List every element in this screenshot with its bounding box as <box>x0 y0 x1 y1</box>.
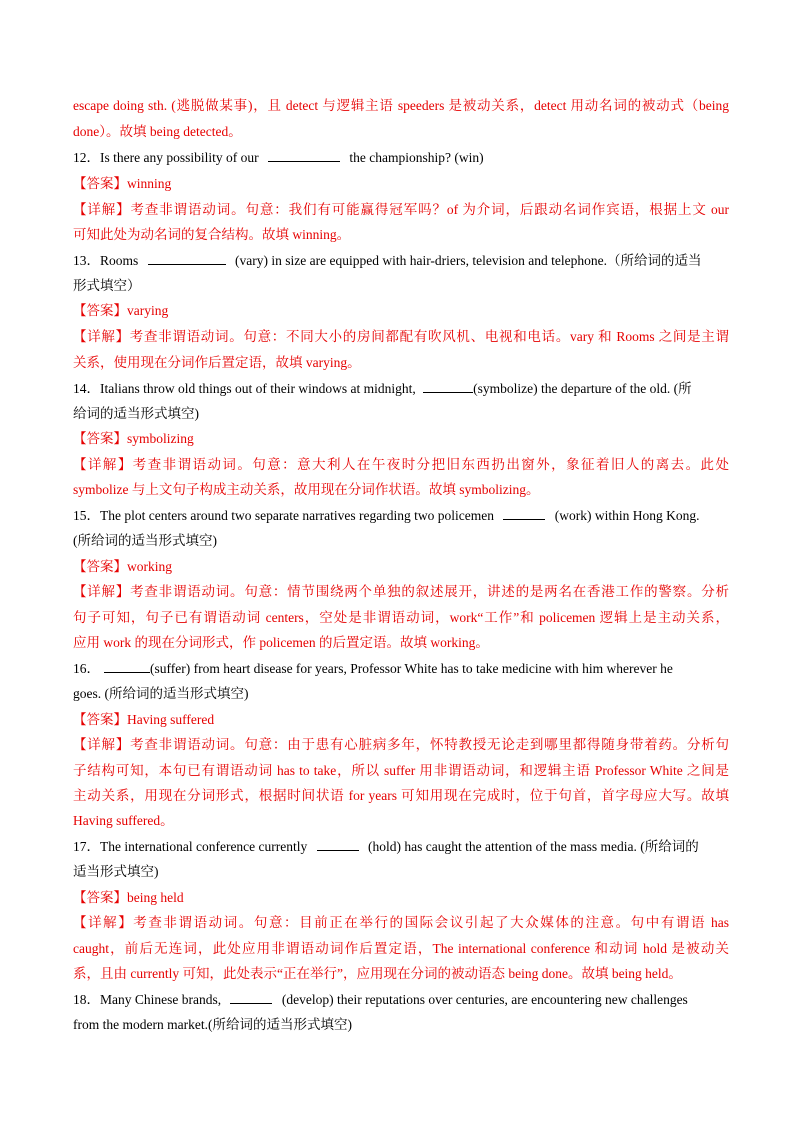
detail-text: 关系，使用现在分词作后置定语，故填 varying。 <box>73 355 361 370</box>
question-text: goes. (所给词的适当形式填空) <box>73 686 249 701</box>
detail-text: 子结构可知，本句已有谓语动词 has to take，所以 suffer 用非谓语动词，和逻辑主语 Professor White 之间是 <box>73 763 729 778</box>
question-text: (hold) has caught the attention of the mass media. (所给词的 <box>368 839 699 854</box>
question-13 <box>73 252 701 270</box>
q11-detail-line: escape doing sth. (逃脱做某事)，且 detect 与逻辑主语 speeders 是被动关系，detect 用动名词的被动式（being <box>73 98 729 113</box>
detail-text: 应用 work 的现在分词形式，作 policemen 的后置定语。故填 working。 <box>73 635 489 650</box>
question-text: (vary) in size are equipped with hair-driers, television and telephone.（所给词的适当 <box>235 253 702 268</box>
q11-detail-line: done）。故填 being detected。 <box>73 124 242 139</box>
answer-blank <box>268 149 340 162</box>
question-text: 16． <box>73 661 100 676</box>
question-14 <box>73 380 692 398</box>
question-12 <box>73 149 484 167</box>
question-17 <box>73 838 699 856</box>
detail-text: 【详解】考查非谓语动词。句意：我们有可能赢得冠军吗？of 为介词，后跟动名词作宾语，根据上文 our <box>73 202 729 217</box>
question-text: 18．Many Chinese brands, <box>73 992 222 1007</box>
question-text: 13．Rooms <box>73 253 139 268</box>
answer-blank <box>317 838 359 851</box>
detail-text: 主动关系，用现在分词形式，根据时间状语 for years 可知用现在完成时，位于句首，首字母应大写。故填 <box>73 788 729 803</box>
question-text: from the modern market.(所给词的适当形式填空) <box>73 1017 352 1032</box>
question-15 <box>73 507 699 525</box>
detail-text: 【详解】考查非谓语动词。句意：不同大小的房间都配有吹风机、电视和电话。vary 和 Rooms 之间是主谓 <box>73 329 729 344</box>
detail-text: caught，前后无连词，此处应用非谓语动词作后置定语，The international conference 和动词 hold 是被动关 <box>73 941 729 956</box>
detail-text: symbolize 与上文句子构成主动关系，故用现在分词作状语。故填 symbolizing。 <box>73 482 540 497</box>
detail-text: 【详解】考查非谓语动词。句意：意大利人在午夜时分把旧东西扔出窗外，象征着旧人的离去。此处 <box>73 457 729 472</box>
answer-label: 【答案】being held <box>73 890 184 905</box>
question-text: 17．The international conference currently <box>73 839 308 854</box>
question-text: 14．Italians throw old things out of their windows at midnight, <box>73 381 416 396</box>
detail-text: 句子可知，句子已有谓语动词 centers，空处是非谓语动词，work“工作”和 policemen 逻辑上是主动关系， <box>73 610 729 625</box>
detail-text: 系，且由 currently 可知，此处表示“正在举行”，应用现在分词的被动语态 being done。故填 being held。 <box>73 966 682 981</box>
question-text: 适当形式填空) <box>73 864 159 879</box>
detail-text: 【详解】考查非谓语动词。句意：目前正在举行的国际会议引起了大众媒体的注意。句中有谓语 has <box>73 915 729 930</box>
question-text: 12．Is there any possibility of our <box>73 150 259 165</box>
answer-label: 【答案】Having suffered <box>73 712 215 727</box>
detail-text: 可知此处为动名词的复合结构。故填 winning。 <box>73 227 351 242</box>
detail-text: 【详解】考查非谓语动词。句意：情节围绕两个单独的叙述展开，讲述的是两名在香港工作的警察。分析 <box>73 584 729 599</box>
question-text: (work) within Hong Kong. <box>554 508 700 523</box>
answer-label: 【答案】working <box>73 559 172 574</box>
answer-label: 【答案】winning <box>73 176 172 191</box>
question-text: the championship? (win) <box>349 150 484 165</box>
answer-label: 【答案】symbolizing <box>73 431 194 446</box>
question-text: (develop) their reputations over centuries, are encountering new challenges <box>281 992 688 1007</box>
question-text: 15．The plot centers around two separate narratives regarding two policemen <box>73 508 494 523</box>
detail-text: 【详解】考查非谓语动词。句意：由于患有心脏病多年，怀特教授无论走到哪里都得随身带着药。分析句 <box>73 737 729 752</box>
answer-label: 【答案】varying <box>73 303 169 318</box>
answer-blank <box>503 507 545 520</box>
question-text: (suffer) from heart disease for years, Professor White has to take medicine with him wherever he <box>150 661 673 676</box>
question-text: 形式填空） <box>73 278 141 293</box>
answer-blank <box>148 252 226 265</box>
answer-blank <box>423 380 473 393</box>
answer-blank <box>230 991 272 1004</box>
question-18 <box>73 991 688 1009</box>
detail-text: Having suffered。 <box>73 813 174 828</box>
question-16 <box>73 660 673 678</box>
question-text: 给词的适当形式填空) <box>73 406 199 421</box>
question-text: (symbolize) the departure of the old. (所 <box>473 381 692 396</box>
question-text: (所给词的适当形式填空) <box>73 533 217 548</box>
answer-blank <box>104 660 150 673</box>
